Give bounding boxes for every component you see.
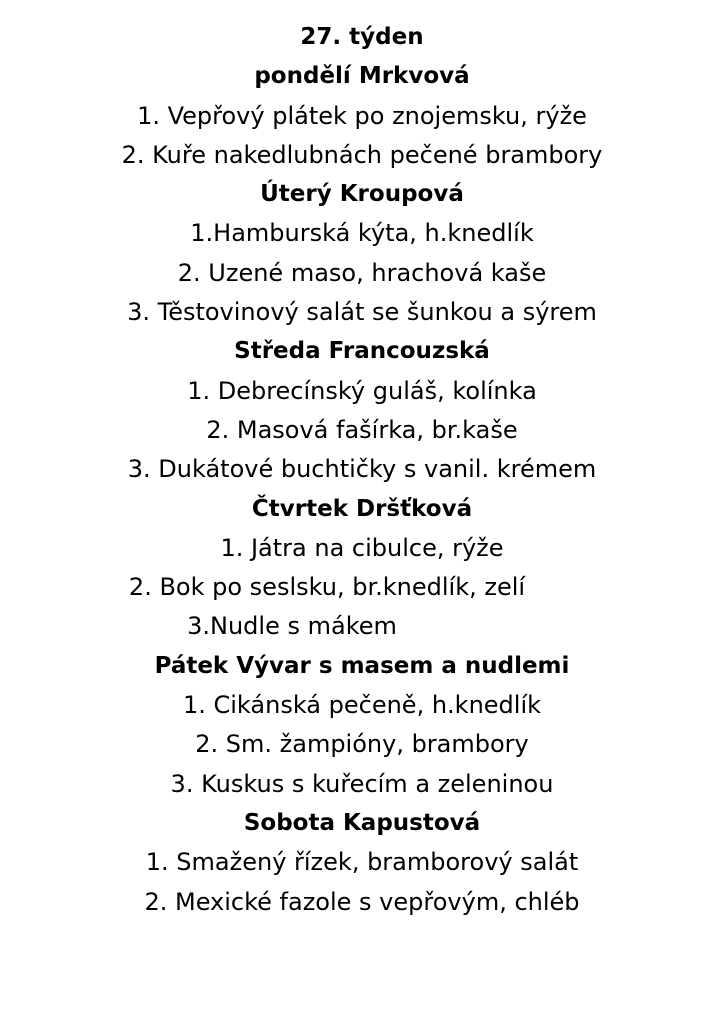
menu-item: 3. Dukátové buchtičky s vanil. krémem <box>127 455 597 484</box>
menu-item: 3.Nudle s mákem <box>187 612 397 641</box>
menu-item: 3. Kuskus s kuřecím a zeleninou <box>170 769 554 798</box>
day-heading-thursday: Čtvrtek Dršťková <box>251 495 473 522</box>
menu-item: 1. Játra na cibulce, rýže <box>220 533 504 562</box>
menu-item: 1. Cikánská pečeně, h.knedlík <box>182 691 542 720</box>
menu-item: 1. Vepřový plátek po znojemsku, rýže <box>137 101 587 130</box>
day-heading-tuesday: Úterý Kroupová <box>260 181 464 208</box>
day-heading-monday: pondělí Mrkvová <box>254 63 470 90</box>
day-heading-wednesday: Středa Francouzská <box>234 338 490 365</box>
menu-item: 2. Kuře nakedlubnách pečené brambory <box>121 140 603 169</box>
day-heading-friday: Pátek Vývar s masem a nudlemi <box>154 652 570 679</box>
menu-item: 2. Bok po seslsku, br.knedlík, zelí <box>128 573 526 602</box>
weekly-menu <box>0 18 724 922</box>
menu-item: 1.Hamburská kýta, h.knedlík <box>190 219 534 248</box>
menu-item: 1. Debrecínský guláš, kolínka <box>187 376 537 405</box>
week-title: 27. týden <box>300 24 424 50</box>
menu-item: 2. Uzené maso, hrachová kaše <box>177 258 547 287</box>
day-heading-saturday: Sobota Kapustová <box>243 809 481 836</box>
menu-item: 1. Smažený řízek, bramborový salát <box>145 848 579 877</box>
menu-item: 2. Sm. žampióny, brambory <box>195 730 529 759</box>
menu-item: 2. Masová fašírka, br.kaše <box>206 415 518 444</box>
menu-item: 3. Těstovinový salát se šunkou a sýrem <box>127 298 597 327</box>
menu-item: 2. Mexické fazole s vepřovým, chléb <box>144 887 580 916</box>
